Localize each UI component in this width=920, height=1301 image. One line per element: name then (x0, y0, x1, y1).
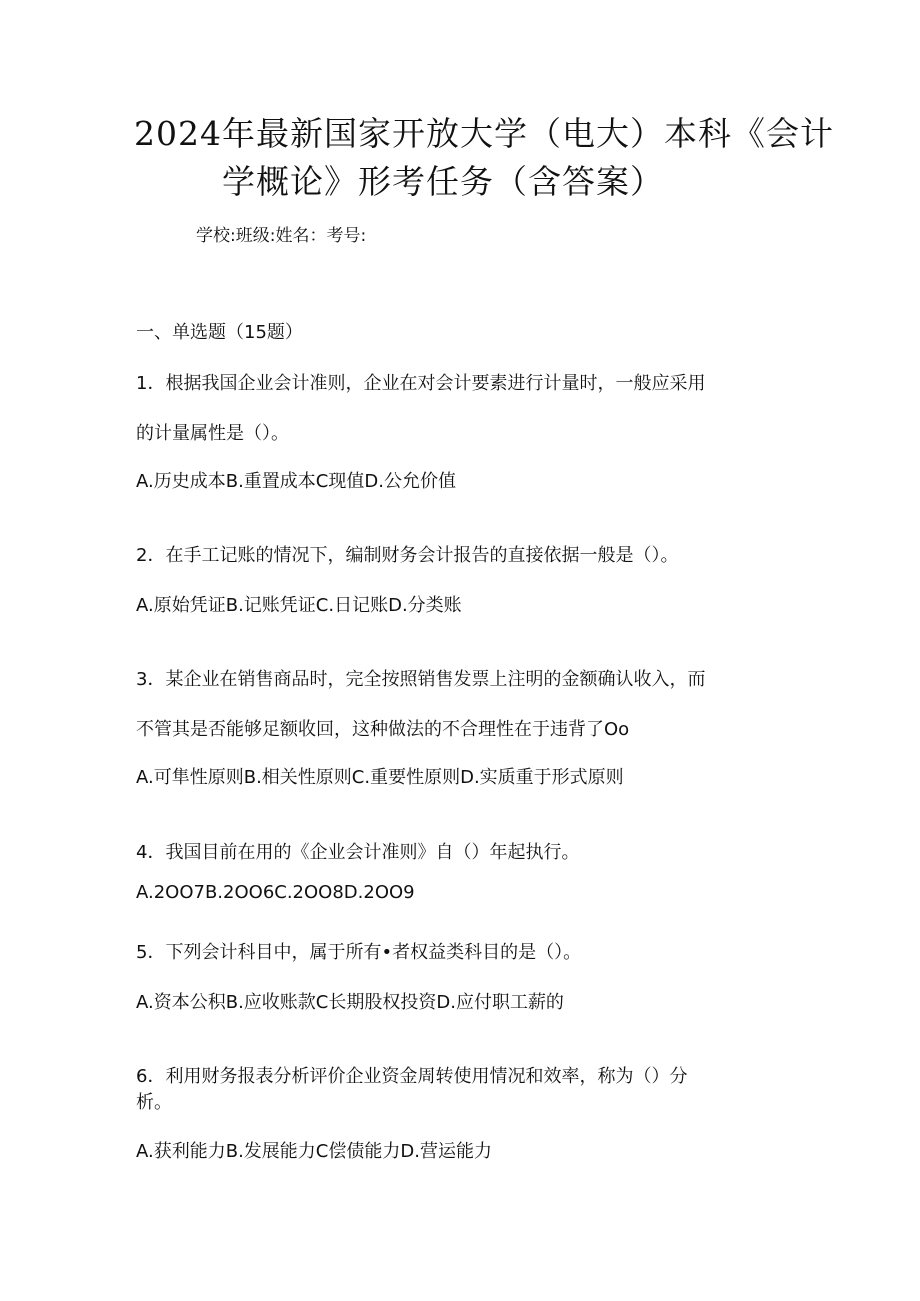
question-2-options: A.原始凭证B.记账凭证C.日记账D.分类账 (136, 595, 462, 616)
student-info-line: 学校:班级:姓名：考号: (196, 226, 367, 246)
question-6-stem-line-2: 析。 (136, 1092, 172, 1113)
question-3-stem-line-1: 3．某企业在销售商品时，完全按照销售发票上注明的金额确认收入，而 (136, 669, 706, 690)
question-4-stem-line-1: 4．我国目前在用的《企业会计准则》自（）年起执行。 (136, 842, 580, 863)
question-1-stem-line-2: 的计量属性是（）。 (136, 423, 289, 444)
question-5-options: A.资本公积B.应收账款C长期股权投资D.应付职工薪的 (136, 992, 564, 1013)
question-1-options: A.历史成本B.重置成本C现值D.公允价值 (136, 471, 456, 492)
question-1-stem-line-1: 1．根据我国企业会计准则，企业在对会计要素进行计量时，一般应采用 (136, 373, 706, 394)
question-5-stem-line-1: 5．下列会计科目中，属于所有•者权益类科目的是（）。 (136, 942, 582, 963)
question-3-stem-line-2: 不管其是否能够足额收回，这种做法的不合理性在于违背了Oo (136, 719, 630, 740)
document-title-line-2: 学概论》形考任务（含答案） (222, 162, 664, 201)
section-heading: 一、单选题（15题） (136, 322, 303, 343)
question-6-options: A.获利能力B.发展能力C偿债能力D.营运能力 (136, 1141, 492, 1162)
document-title-line-1: 2024年最新国家开放大学（电大）本科《会计 (134, 114, 834, 153)
question-4-options: A.2OO7B.2OO6C.2OO8D.2OO9 (136, 882, 415, 903)
question-3-options: A.可隼性原则B.相关性原则C.重要性原则D.实质重于形式原则 (136, 767, 624, 788)
question-2-stem-line-1: 2．在手工记账的情况下，编制财务会计报告的直接依据一般是（）。 (136, 545, 679, 566)
question-6-stem-line-1: 6．利用财务报表分析评价企业资金周转使用情况和效率，称为（）分 (136, 1066, 688, 1087)
